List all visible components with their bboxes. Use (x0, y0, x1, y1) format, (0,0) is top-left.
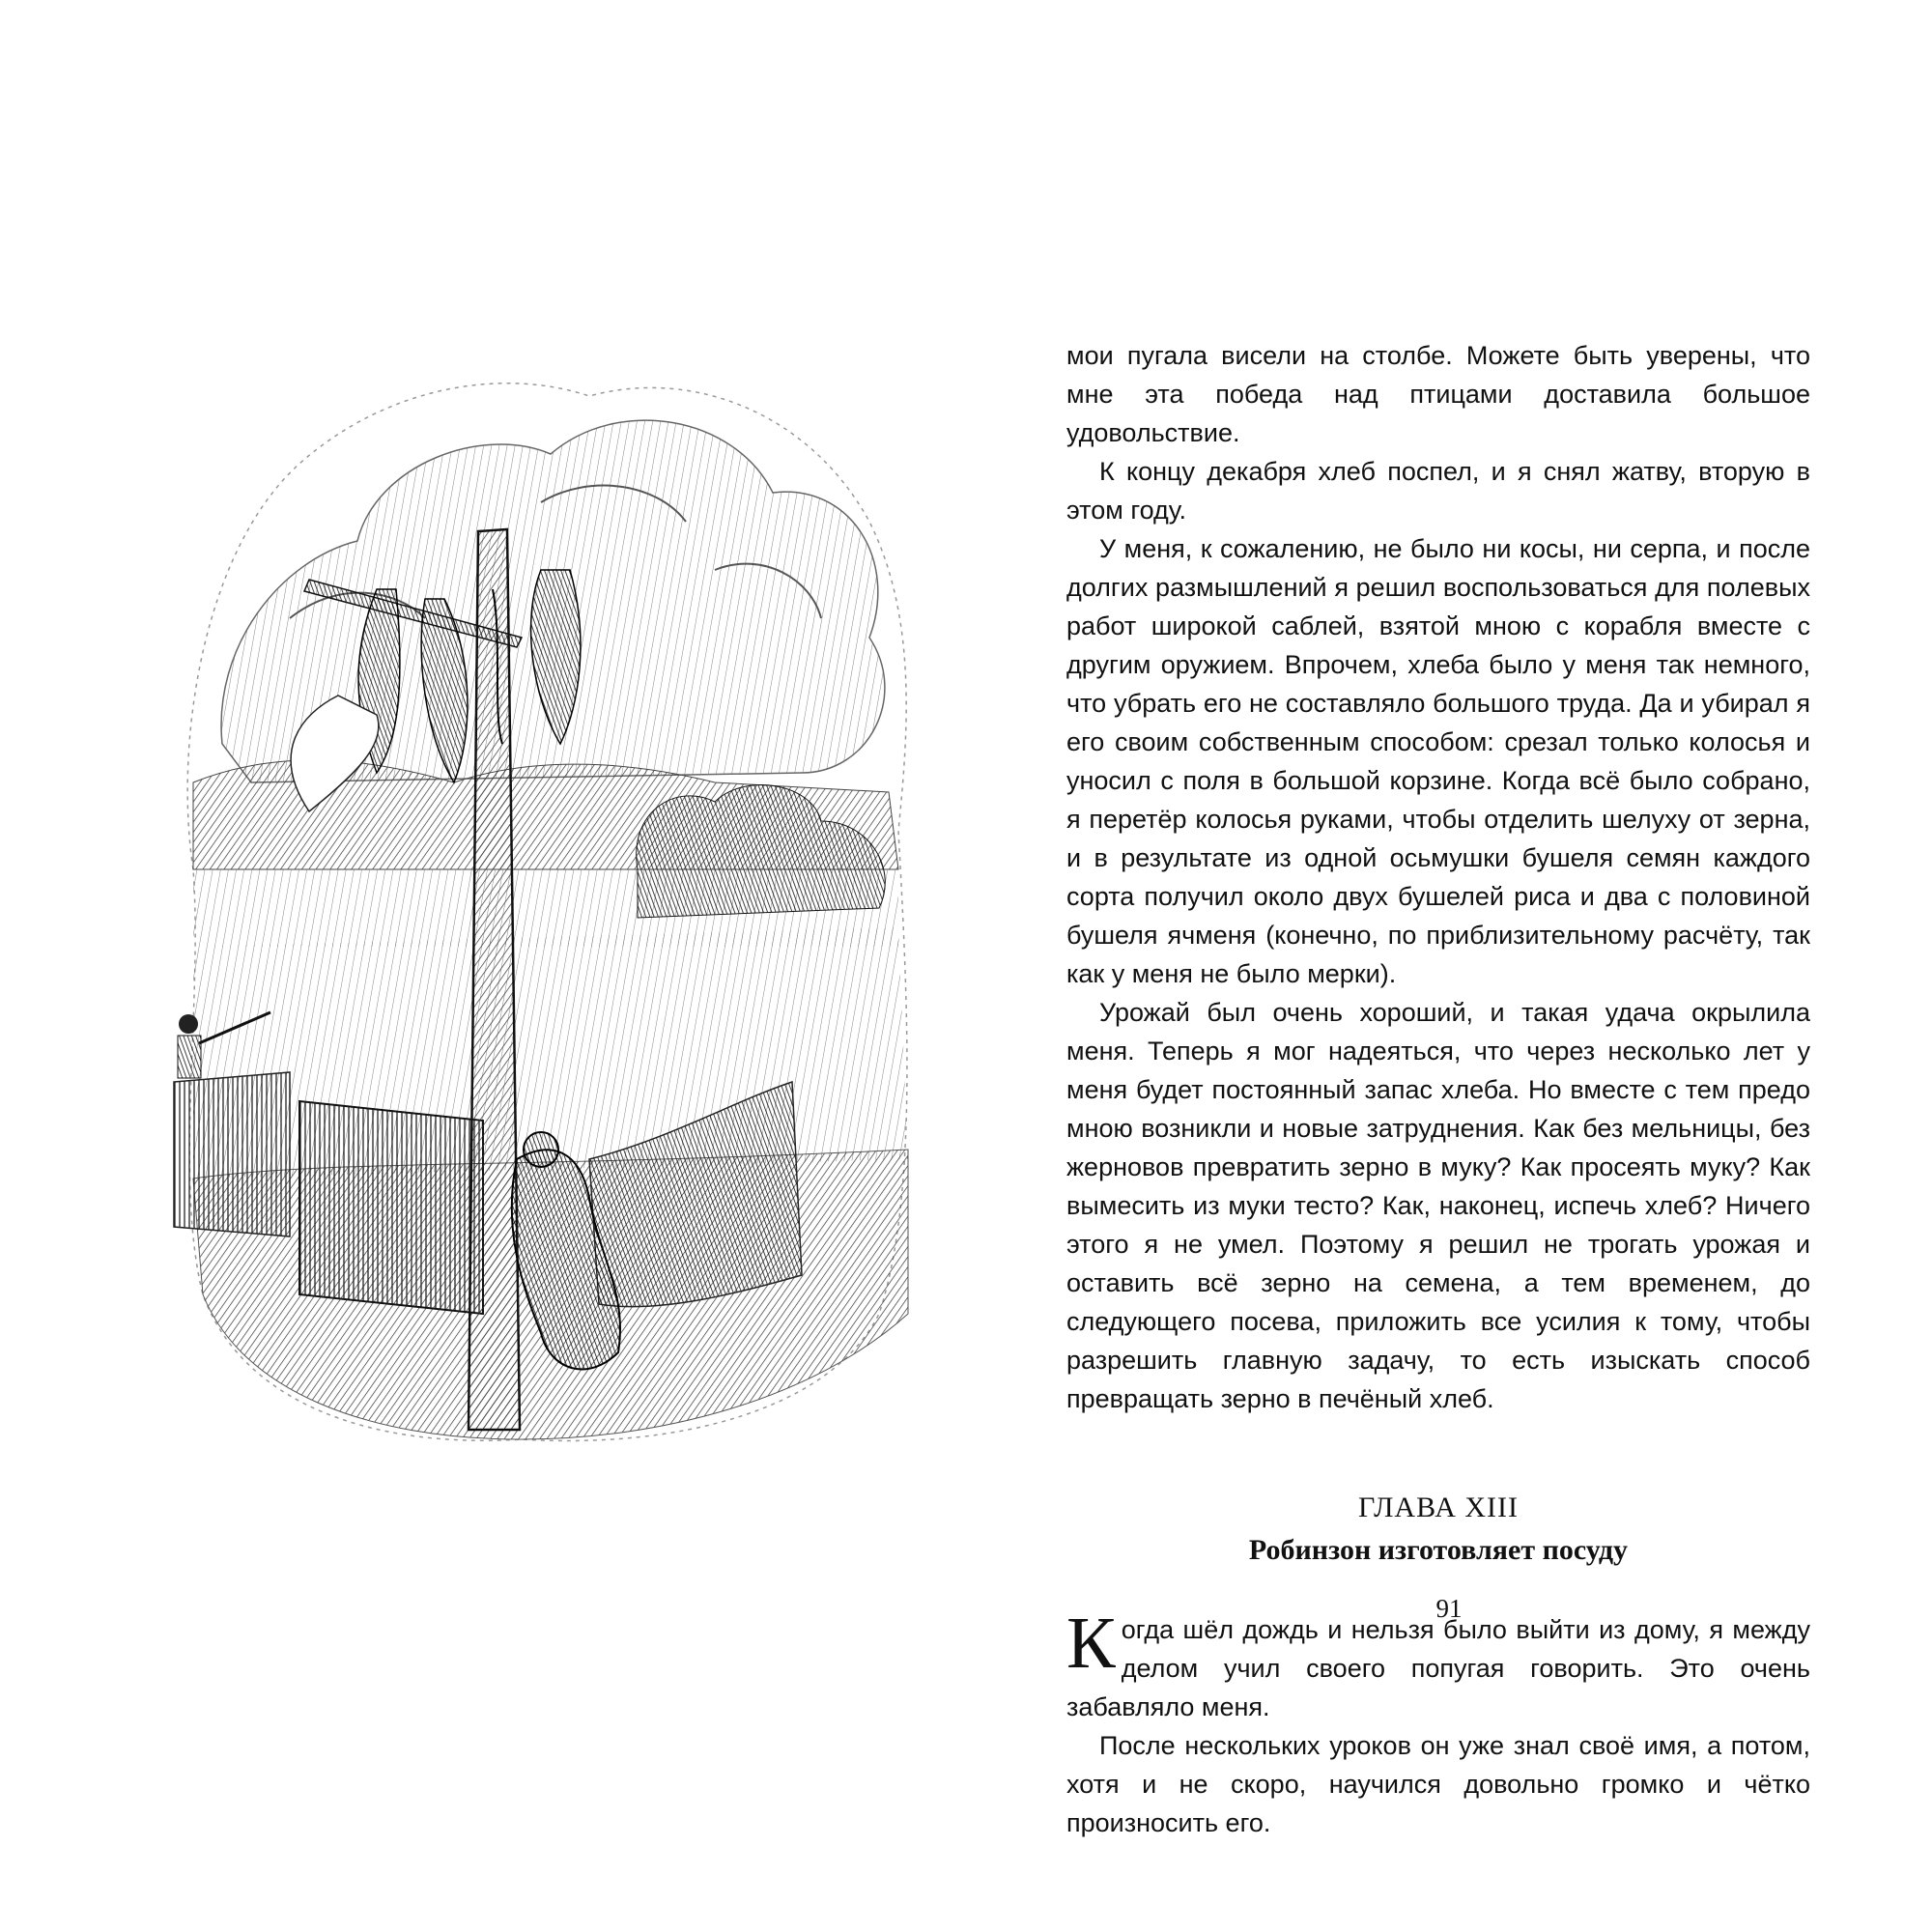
paragraph: У меня, к сожалению, не было ни косы, ни серпа, и после долгих размышлений я решил воспользоваться для полевых работ широкой саблей, взятой мною с корабля вместе с другим оружием. Впрочем, хлеба было у меня так немного, что убрать его не составляло большого труда. Да и убирал я его своим собственным способом: срезал только колосья и уносил с поля в большой корзине. Когда всё было собрано, я перетёр колосья руками, чтобы отделить шелуху от зерна, и в результате из одной осьмушки бушеля семян каждого сорта получил около двух бушелей риса и два с половиной бушеля ячменя (конечно, по приблизительному расчёту, так как у меня не было мерки). (1066, 534, 1810, 988)
page-number: 91 (1435, 1594, 1463, 1623)
paragraph: Урожай был очень хороший, и такая удача окрылила меня. Теперь я мог надеяться, что через несколько лет у меня будет постоянный запас хлеба. Но вместе с тем предо мною возникли и новые затруднения. Как без мельницы, без жерновов превратить зерно в муку? Как просеять муку? Как вымесить из муки тесто? Как, наконец, испечь хлеб? Ничего этого я не умел. Поэтому я решил не трогать урожая и оставить всё зерно на семена, а тем временем, до следующего посева, приложить все усилия к тому, чтобы разрешить главную задачу, то есть изыскать способ превращать зерно в печёный хлеб. (1066, 998, 1810, 1413)
fence-left (174, 1072, 290, 1236)
illustration-engraving (135, 328, 927, 1459)
engraving-picture (135, 328, 927, 1459)
fence-center (299, 1101, 483, 1314)
chapter-number: ГЛАВА XIII (1357, 1492, 1520, 1523)
chapter-heading (1066, 1489, 1810, 1574)
drop-cap: К (1066, 1603, 1116, 1684)
paragraph: После нескольких уроков он уже знал своё имя, а потом, хотя и не скоро, научился довольно громко и чётко произносить его. (1066, 1731, 1810, 1837)
paragraph: мои пугала висели на столбе. Можете быть уверены, что мне эта победа над птицами доставила большое удовольствие. (1066, 341, 1810, 447)
chapter-title: Робинзон изготовляет посуду (1248, 1534, 1629, 1566)
paragraph: К концу декабря хлеб поспел, и я снял жатву, вторую в этом году. (1066, 457, 1810, 525)
first-paragraph-text: огда шёл дождь и нельзя было выйти из дому, я между делом учил своего попугая говорить. Это очень забавляло меня. (1066, 1615, 1810, 1721)
